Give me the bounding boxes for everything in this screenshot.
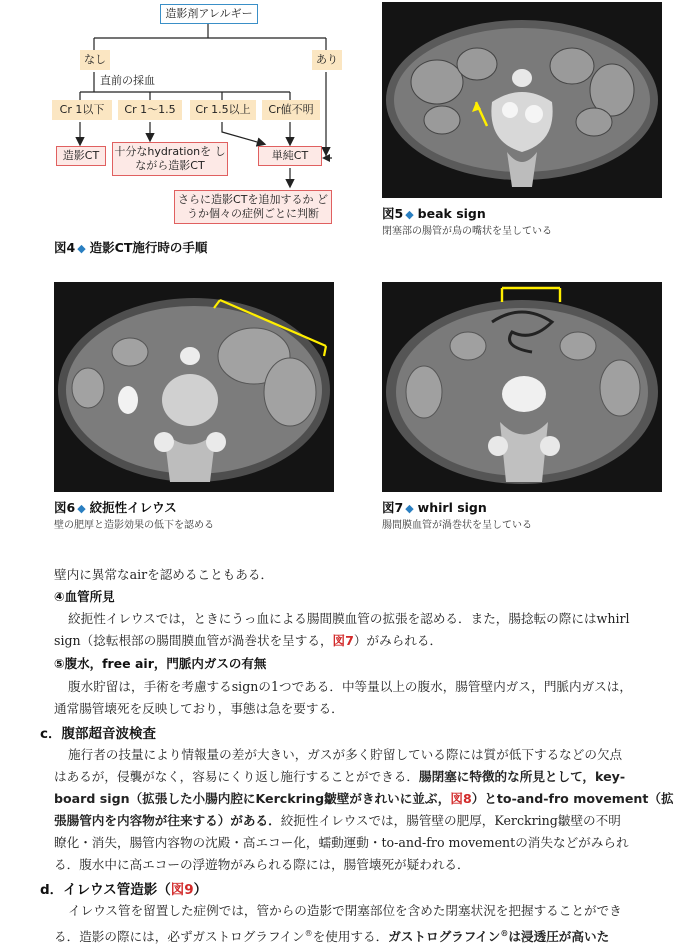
body-bold-text: ガストログラフイン (388, 929, 501, 945)
diamond-icon: ◆ (77, 242, 86, 255)
body-text: はあるが，侵襲がなく，容易にくり返し施行することができる． (54, 769, 419, 784)
body-text: る．造影の際には，必ずガストログラフイン (54, 929, 305, 945)
flowchart-yes-box: あり (312, 50, 342, 70)
section-d-title: d．イレウス管造影（ (40, 882, 171, 898)
section-d-line-1: イレウス管を留置した症例では，管からの造影で閉塞部位を含めた閉塞状況を把握することができ (68, 903, 622, 918)
section-c-line-6: る．腹水中に高エコーの浮遊物がみられる際には，腸管壊死が疑われる． (54, 857, 470, 872)
section-c-line-5: 瞭化・消失，腸管内容物の沈殿・高エコー化，蠕動運動・to-and-fro movementの消失などがみられ (54, 835, 629, 850)
figure6-title: 絞扼性イレウス (89, 500, 177, 515)
body-bold-text: board sign（拡張した小腸内腔にKerckring皺壁がきれいに並ぶ， (54, 791, 451, 806)
figure7-link[interactable]: 図7 (332, 633, 354, 648)
body-bold-text: ）とto-and-fro movement（拡 (471, 791, 674, 806)
flowchart-blood-test-label: 直前の採血 (100, 73, 155, 87)
section-c-line-4 (54, 811, 621, 831)
body-bold-text: 張腸管内を内容物が往来する）がある． (54, 813, 281, 828)
figure7-title: whirl sign (417, 500, 487, 515)
figure8-link[interactable]: 図8 (450, 791, 472, 806)
body-line-5: 通常腸管壊死を反映しており，事態は急を要する． (54, 701, 344, 716)
body-line-2: 絞扼性イレウスでは，ときにうっ血による腸間膜血管の拡張を認める．また，腸捻転の際にはwhirl (68, 611, 630, 626)
flowchart-plain-ct-box: 単純CT (258, 146, 322, 166)
body-text: 絞扼性イレウスでは，腸管壁の肥厚，Kerckring皺壁の不明 (280, 813, 621, 828)
body-text: ）がみられる． (353, 633, 443, 648)
body-bold-text: 腸閉塞に特徴的な所見として，key- (418, 769, 626, 784)
body-text: を使用する． (312, 929, 389, 945)
figure7-caption (382, 498, 487, 516)
diamond-icon: ◆ (405, 208, 414, 221)
figure5-title: beak sign (417, 206, 486, 221)
figure4-caption (54, 238, 207, 256)
section-c-line-3 (54, 789, 674, 809)
heading-vascular: ④血管所見 (54, 589, 115, 604)
section-d-close: ） (193, 882, 208, 898)
flowchart-cr-le1-box: Cr 1以下 (52, 100, 112, 120)
figure5-number: 図5 (382, 206, 404, 221)
flowchart-hydration-box: 十分なhydrationを しながら造影CT (112, 142, 228, 176)
figure6-ct-image (54, 282, 334, 492)
figure7-number: 図7 (382, 500, 404, 515)
flowchart-cr-ge15-box: Cr 1.5以上 (190, 100, 256, 120)
figure6-number: 図6 (54, 500, 76, 515)
section-c-line-1: 施行者の技量により情報量の差が大きい，ガスが多く貯留している際には質が低下するなどの欠点 (68, 747, 623, 762)
flowchart-cr-unknown-box: Cr値不明 (262, 100, 320, 120)
figure6-caption (54, 498, 177, 516)
figure5-ct-image (382, 2, 662, 198)
figure5-subcaption: 閉塞部の腸管が鳥の嘴状を呈している (382, 226, 552, 237)
flowchart-contrast-ct-box: 造影CT (56, 146, 106, 166)
flowchart-cr-1-15-box: Cr 1〜1.5 (118, 100, 182, 120)
section-d-heading (40, 878, 207, 898)
registered-mark: ® (500, 928, 509, 938)
body-line-1: 壁内に異常なairを認めることもある． (54, 567, 274, 582)
diamond-icon: ◆ (405, 502, 414, 515)
diamond-icon: ◆ (77, 502, 86, 515)
section-c-heading: c．腹部超音波検査 (40, 726, 157, 742)
flowchart-decide-box: さらに造影CTを追加するか どうか個々の症例ごとに判断 (174, 190, 332, 224)
registered-mark: ® (304, 929, 313, 938)
figure7-ct-image (382, 282, 662, 492)
section-c-line-2 (54, 767, 625, 787)
figure7-subcaption: 腸間膜血管が渦巻状を呈している (382, 520, 532, 531)
body-line-4: 腹水貯留は，手術を考慮するsignの1つである．中等量以上の腹水，腸管壁内ガス，門脈内ガスは， (68, 679, 632, 694)
section-d-line-2 (54, 923, 609, 947)
figure5-caption (382, 204, 486, 222)
body-line-3 (54, 631, 442, 651)
figure9-link[interactable]: 図9 (170, 882, 194, 898)
body-text: sign（捻転根部の腸間膜血管が渦巻状を呈する， (54, 633, 333, 648)
body-bold-text: は浸透圧が高いた (508, 929, 610, 945)
flowchart-allergy-box: 造影剤アレルギー (160, 4, 258, 24)
figure6-subcaption: 壁の肥厚と造影効果の低下を認める (54, 520, 214, 531)
flowchart-none-box: なし (80, 50, 110, 70)
figure4-title: 造影CT施行時の手順 (89, 240, 208, 255)
heading-ascites: ⑤腹水，free air，門脈内ガスの有無 (54, 656, 267, 671)
figure4-number: 図4 (54, 240, 76, 255)
